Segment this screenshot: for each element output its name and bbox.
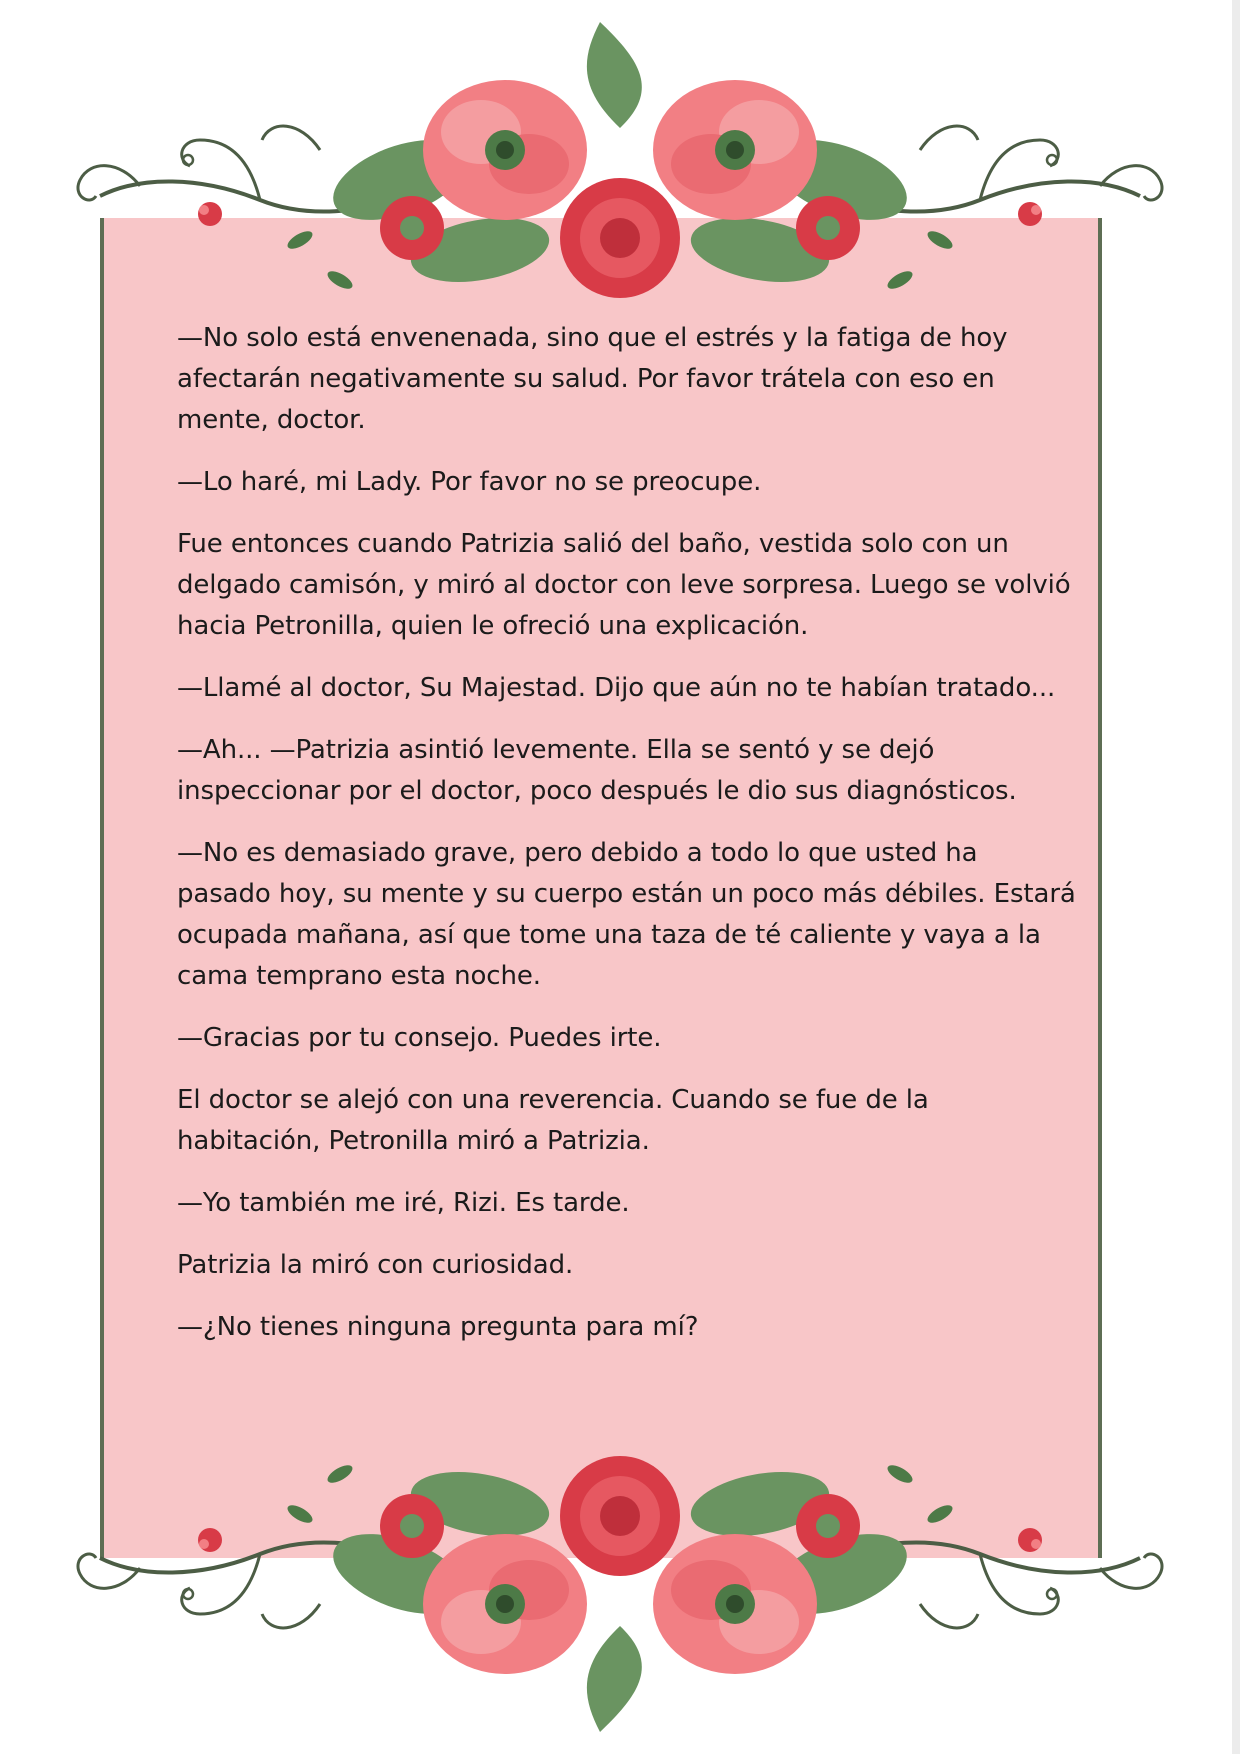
paragraph-2: —Lo haré, mi Lady. Por favor no se preocupe. (177, 467, 762, 497)
paragraph-1: —No solo está envenenada, sino que el estrés y la fatiga de hoy afectarán negativamente su salud. Por favor trátela con eso en mente, doctor. (177, 323, 1008, 435)
paragraph-5: —Ah... —Patrizia asintió levemente. Ella se sentó y se dejó inspeccionar por el doctor, poco después le dio sus diagnósticos. (177, 735, 1017, 806)
top-floral-ornament-icon (0, 0, 1240, 340)
paragraph-6: —No es demasiado grave, pero debido a todo lo que usted ha pasado hoy, su mente y su cuerpo están un poco más débiles. Estará ocupada mañana, así que tome una taza de té caliente y vaya a la cama temprano esta noche. (177, 838, 1076, 991)
story-text (177, 318, 1077, 1369)
paragraph-7: —Gracias por tu consejo. Puedes irte. (177, 1023, 662, 1053)
paragraph-4: —Llamé al doctor, Su Majestad. Dijo que aún no te habían tratado... (177, 673, 1056, 703)
bottom-floral-ornament-icon (0, 1414, 1240, 1754)
paragraph-11: —¿No tienes ninguna pregunta para mí? (177, 1312, 699, 1342)
paragraph-10: Patrizia la miró con curiosidad. (177, 1250, 574, 1280)
paragraph-8: El doctor se alejó con una reverencia. Cuando se fue de la habitación, Petronilla miró a Patrizia. (177, 1085, 929, 1156)
paragraph-3: Fue entonces cuando Patrizia salió del baño, vestida solo con un delgado camisón, y miró al doctor con leve sorpresa. Luego se volvió hacia Petronilla, quien le ofreció una explicación. (177, 529, 1071, 641)
paragraph-9: —Yo también me iré, Rizi. Es tarde. (177, 1188, 630, 1218)
